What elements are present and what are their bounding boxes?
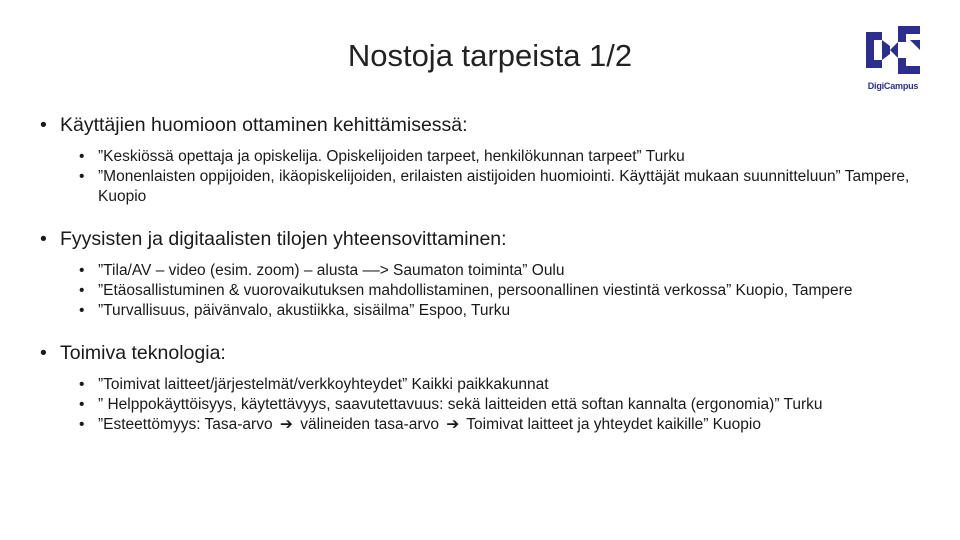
section-user-consideration bbox=[40, 113, 940, 207]
digicampus-logo bbox=[862, 20, 924, 96]
slide-content bbox=[40, 113, 940, 435]
section-working-technology bbox=[40, 341, 940, 435]
item-text-part1: ”Esteettömyys: Tasa-arvo bbox=[98, 416, 273, 433]
section-physical-digital-spaces bbox=[40, 227, 940, 321]
section-heading: • Fyysisten ja digitaalisten tilojen yhteensovittaminen: bbox=[40, 227, 940, 251]
section-heading: • Käyttäjien huomioon ottaminen kehittämisessä: bbox=[40, 113, 940, 137]
digicampus-logo-icon bbox=[862, 20, 924, 80]
sub-list bbox=[40, 375, 940, 435]
list-item: • ”Monenlaisten oppijoiden, ikäopiskelijoiden, erilaisten aistijoiden huomiointi. Käyttäjät mukaan suunnitteluun” Tampere, Kuopio bbox=[78, 167, 940, 207]
list-item-accessibility bbox=[78, 415, 940, 435]
sub-list bbox=[40, 147, 940, 207]
item-text-part2: välineiden tasa-arvo bbox=[300, 416, 439, 433]
list-item: • ”Toimivat laitteet/järjestelmät/verkkoyhteydet” Kaikki paikkakunnat bbox=[78, 375, 940, 395]
sub-list bbox=[40, 261, 940, 321]
list-item: • ”Keskiössä opettaja ja opiskelija. Opiskelijoiden tarpeet, henkilökunnan tarpeet” Turku bbox=[78, 147, 940, 167]
arrow-right-icon: ➔ bbox=[279, 416, 293, 433]
section-heading: • Toimiva teknologia: bbox=[40, 341, 940, 365]
list-item: • ” Helppokäyttöisyys, käytettävyys, saavutettavuus: sekä laitteiden että softan kannalta (ergonomia)” Turku bbox=[78, 395, 940, 415]
list-item: • ”Tila/AV – video (esim. zoom) – alusta ––> Saumaton toiminta” Oulu bbox=[78, 261, 940, 281]
logo-text: DigiCampus bbox=[867, 81, 919, 91]
slide-title: Nostoja tarpeista 1/2 bbox=[347, 38, 633, 73]
list-item: • ”Etäosallistuminen & vuorovaikutuksen mahdollistaminen, persoonallinen viestintä verkossa” Kuopio, Tampere bbox=[78, 281, 940, 301]
arrow-right-icon: ➔ bbox=[446, 416, 460, 433]
item-text-part3: Toimivat laitteet ja yhteydet kaikille” Kuopio bbox=[466, 416, 761, 433]
list-item: • ”Turvallisuus, päivänvalo, akustiikka, sisäilma” Espoo, Turku bbox=[78, 301, 940, 321]
